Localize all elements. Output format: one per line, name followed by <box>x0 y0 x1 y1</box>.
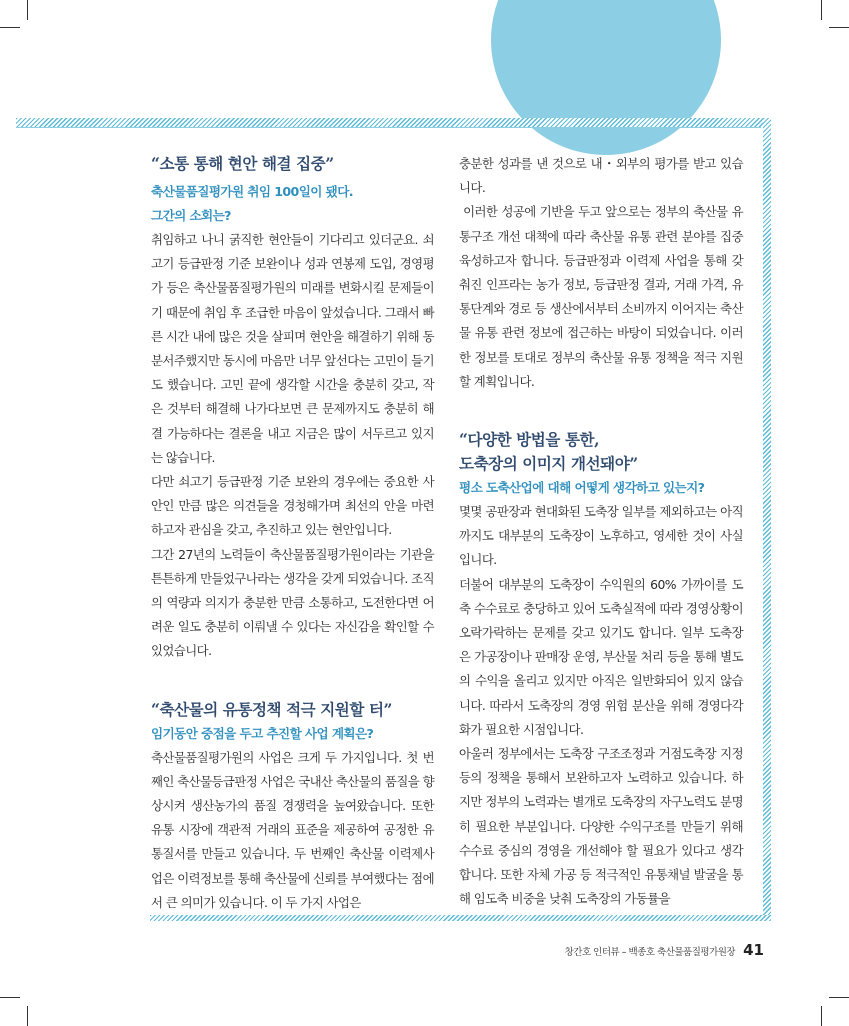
page-number: 41 <box>743 941 764 959</box>
answer-paragraph: 취임하고 나니 굵직한 현안들이 기다리고 있더군요. 쇠고기 등급판정 기준 보완이나 성과 연봉제 도입, 경영평가 등은 축산물품질평가원의 미래를 변화시킬 문제들이기 때문에 취임 후 조급한 마음이 앞섰습니다. 그래서 빠른 시간 내에 많은 것을 살피며 현안을 해결하기 위해 동분서주했지만 동시에 마음만 너무 앞선다는 고민이 들기도 했습니다. 고민 끝에 생각할 시간을 충분히 갖고, 작은 것부터 해결해 나가다보면 큰 문제까지도 충분히 해결 가능하다는 결론을 내고 지금은 많이 서두르고 있지는 않습니다. <box>151 232 434 465</box>
answer-paragraph: 이러한 성공에 기반을 두고 앞으로는 정부의 축산물 유통구조 개선 대책에 따라 축산물 유통 관련 분야를 집중 육성하고자 합니다. 등급판정과 이력제 사업을 통해 갖춰진 인프라는 농가 정보, 등급판정 결과, 거래 가격, 유통단계와 경로 등 생산에서부터 소비까지 이어지는 축산물 유통 관련 정보에 접근하는 바탕이 되었습니다. 이러한 정보를 토대로 정부의 축산물 유통 정책을 적극 지원할 계획입니다. <box>459 204 743 389</box>
border-rule <box>16 127 761 128</box>
answer-paragraph: 더불어 대부분의 도축장이 수익원의 60% 가까이를 도축 수수료로 충당하고 있어 도축실적에 따라 경영상황이 오락가락하는 문제를 갖고 있기도 합니다. 일부 도축장은 가공장이나 판매장 운영, 부산물 처리 등을 통해 별도의 수익을 올리고 있지만 아직은 일반화되어 있지 않습니다. 따라서 도축장의 경영 위험 분산을 위해 경영다각화가 필요한 시점입니다. <box>459 576 743 737</box>
right-column <box>459 152 743 911</box>
section-heading: 도축장의 이미지 개선돼야” <box>459 454 638 474</box>
crop-mark <box>821 1006 822 1026</box>
crop-mark <box>821 0 822 20</box>
hatched-border-bottom <box>150 915 771 921</box>
answer-paragraph: 충분한 성과를 낸 것으로 내・외부의 평가를 받고 있습니다. <box>459 156 743 196</box>
answer-paragraph: 그간 27년의 노력들이 축산물품질평가원이라는 기관을 튼튼하게 만들었구나라는 생각을 갖게 되었습니다. 조직의 역량과 의지가 충분한 만큼 소통하고, 도전한다면 어려운 일도 충분히 이뤄낼 수 있다는 자신감을 확인할 수 있었습니다. <box>151 546 434 659</box>
interview-question: 축산물품질평가원 취임 100일이 됐다. <box>151 184 353 199</box>
running-title: 창간호 인터뷰 – 백종호 축산물품질평가원장 <box>564 947 736 958</box>
interview-question: 그간의 소회는? <box>151 208 231 223</box>
crop-mark <box>829 27 849 28</box>
answer-paragraph: 다만 쇠고기 등급판정 기준 보완의 경우에는 중요한 사안인 만큼 많은 의견들을 경청해가며 최선의 안을 마련하고자 관심을 갖고, 추진하고 있는 현안입니다. <box>151 474 434 538</box>
hatched-border-top <box>16 118 771 127</box>
answer-paragraph: 몇몇 공판장과 현대화된 도축장 일부를 제외하고는 아직까지도 대부분의 도축장이 노후하고, 영세한 것이 사실입니다. <box>459 504 743 568</box>
left-column <box>151 152 434 915</box>
section-heading: “축산물의 유통정책 적극 지원할 터” <box>151 699 393 719</box>
hatched-border-right <box>763 118 771 921</box>
answer-paragraph: 축산물품질평가원의 사업은 크게 두 가지입니다. 첫 번째인 축산물등급판정 사업은 국내산 축산물의 품질을 향상시켜 생산농가의 품질 경쟁력을 높여왔습니다. 또한 유통 시장에 객관적 거래의 표준을 제공하여 공정한 유통질서를 만들고 있습니다. 두 번째인 축산물 이력제사업은 이력정보를 통해 축산물에 신뢰를 부여했다는 점에서 큰 의미가 있습니다. 이 두 가지 사업은 <box>151 749 434 910</box>
page-footer <box>565 941 764 959</box>
section-heading: “소통 통해 현안 해결 집중” <box>151 154 334 173</box>
crop-mark <box>0 997 20 998</box>
interview-question: 임기동안 중점을 두고 추진할 사업 계획은? <box>151 725 374 741</box>
interview-question: 평소 도축산업에 대해 어떻게 생각하고 있는지? <box>459 480 705 496</box>
crop-mark <box>27 1006 28 1026</box>
section-heading: “다양한 방법을 통한, <box>459 430 600 450</box>
crop-mark <box>0 27 20 28</box>
crop-mark <box>829 997 849 998</box>
crop-mark <box>27 0 28 20</box>
answer-paragraph: 아울러 정부에서는 도축장 구조조정과 거점도축장 지정 등의 정책을 통해서 보완하고자 노력하고 있습니다. 하지만 정부의 노력과는 별개로 도축장의 자구노력도 분명히 필요한 부분입니다. 다양한 수익구조를 만들기 위해 수수료 중심의 경영을 개선해야 할 필요가 있다고 생각합니다. 또한 자체 가공 등 적극적인 유통채널 발굴을 통해 임도축 비중을 낮춰 도축장의 가동률을 <box>459 746 743 907</box>
decorative-circle <box>491 0 721 155</box>
